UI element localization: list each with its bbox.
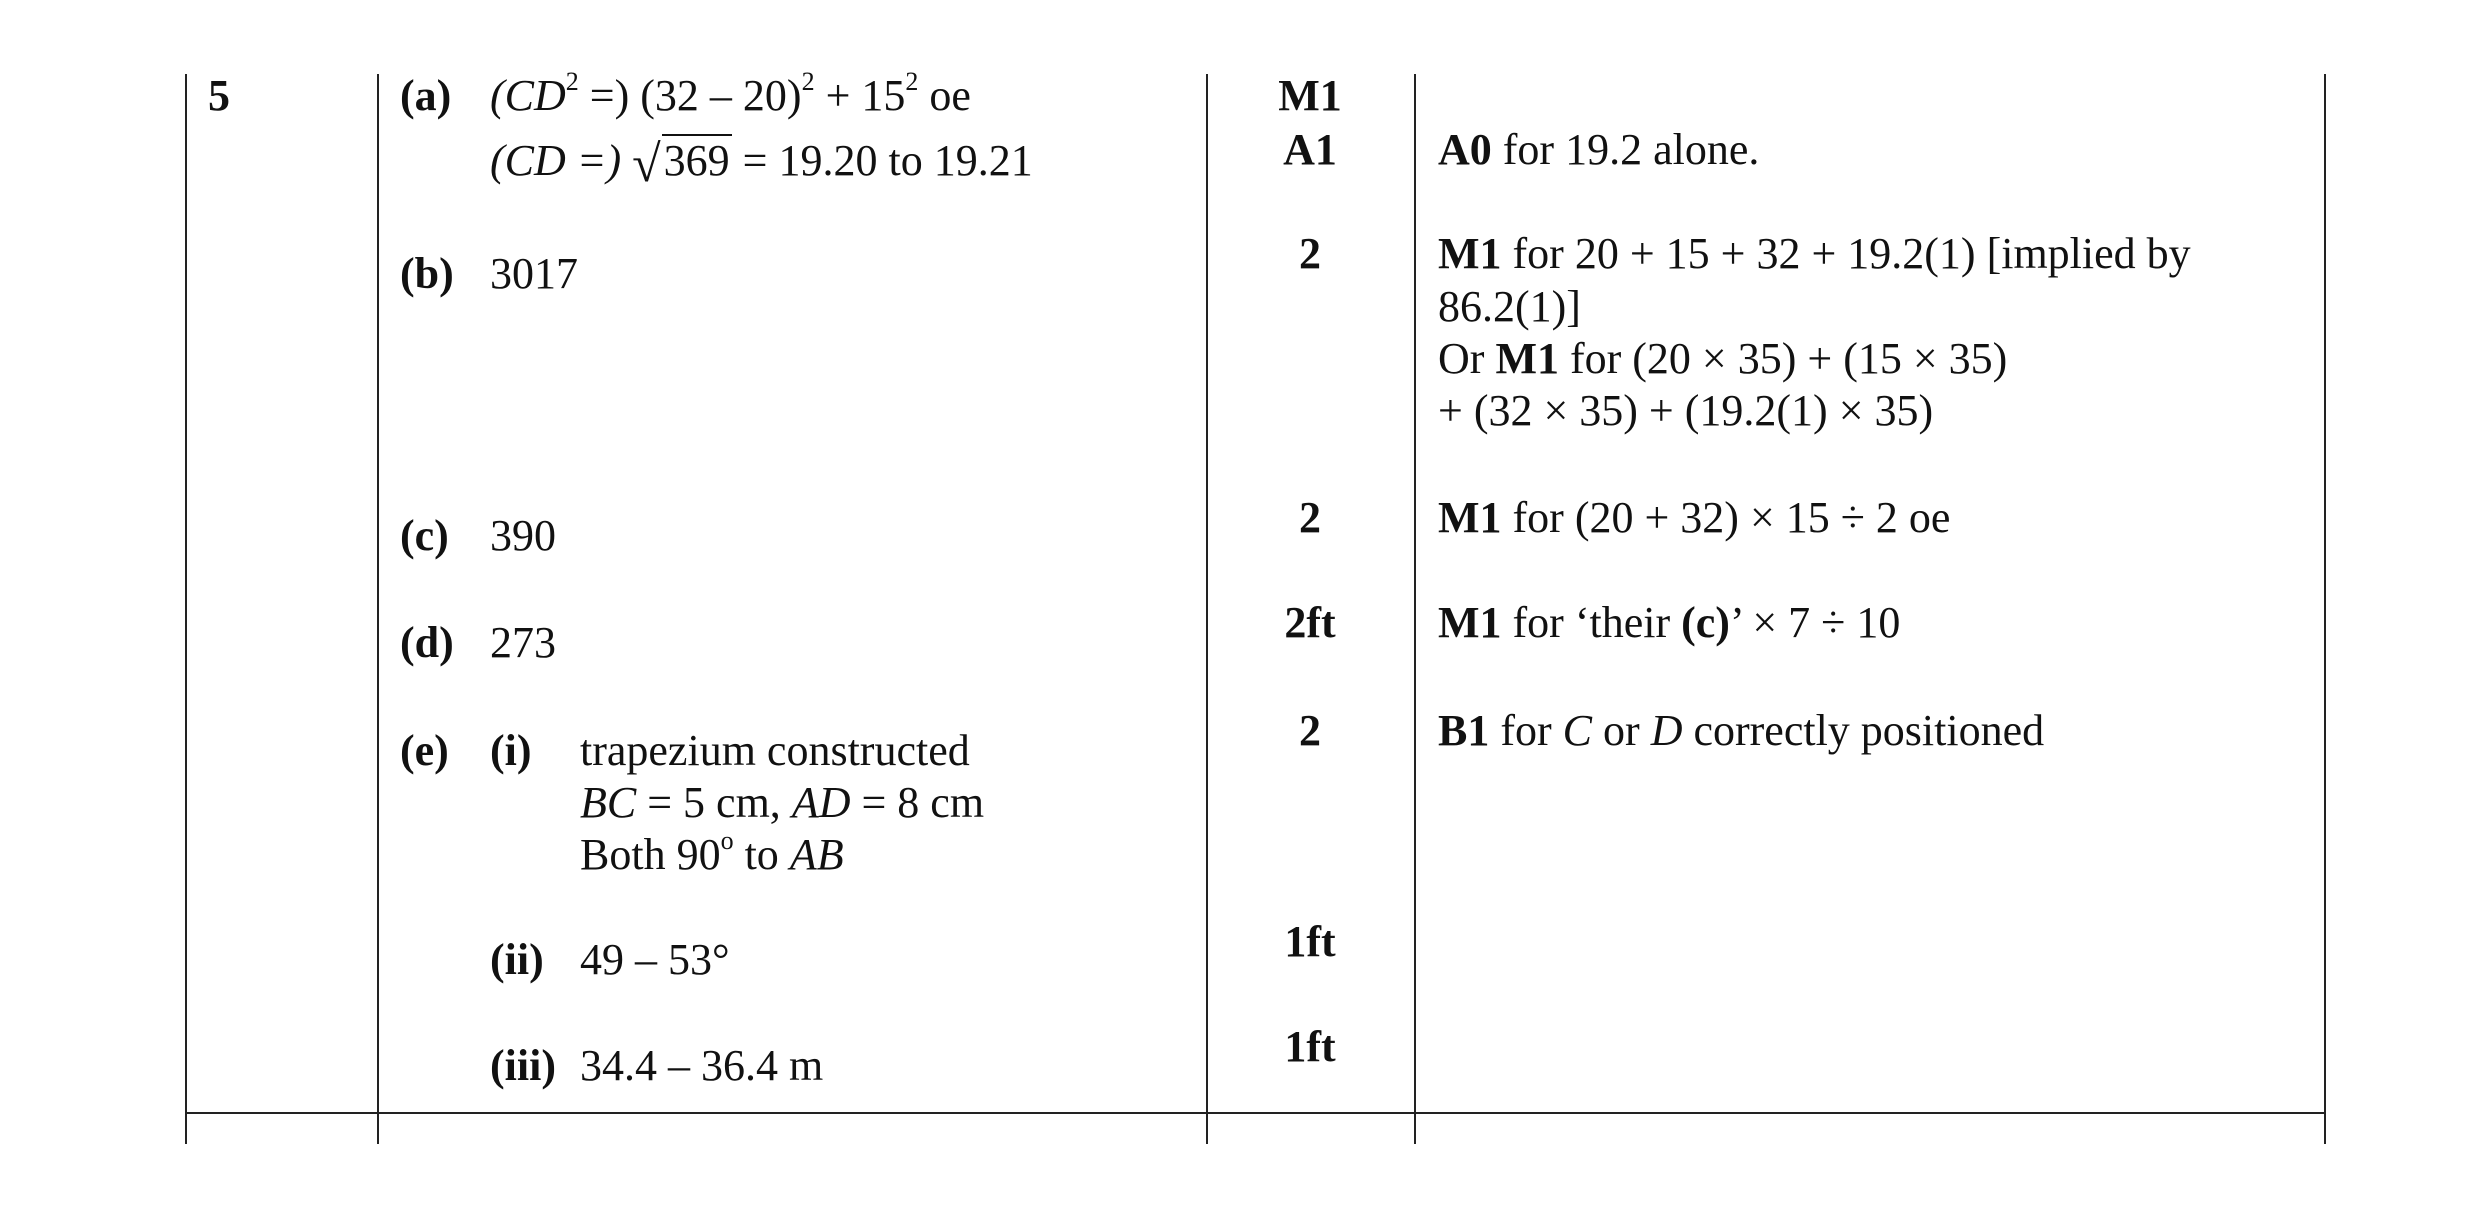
part-e-i-note: B1 for C or D correctly positioned bbox=[1438, 706, 2045, 755]
part-c-note: M1 for (20 + 32) × 15 ÷ 2 oe bbox=[1438, 493, 1951, 542]
part-b-note-line4: + (32 × 35) + (19.2(1) × 35) bbox=[1438, 386, 1934, 435]
square-root-symbol: √369 bbox=[632, 136, 730, 193]
part-e-i-line3: Both 90$^o$ to AB bbox=[580, 826, 844, 879]
table-border-right bbox=[2324, 74, 2326, 1144]
part-a-mark-1: M1 bbox=[1278, 71, 1342, 120]
part-e-i-label: (i) bbox=[490, 726, 532, 775]
part-d-note: M1 for ‘their (c)’ × 7 ÷ 10 bbox=[1438, 598, 1901, 647]
part-b-mark: 2 bbox=[1299, 229, 1321, 278]
part-e-label: (e) bbox=[400, 726, 449, 775]
part-a-mark-2: A1 bbox=[1283, 125, 1337, 174]
part-b-note-line1: M1 for 20 + 15 + 32 + 19.2(1) [implied by bbox=[1438, 229, 2191, 278]
part-c-label: (c) bbox=[400, 511, 449, 560]
part-c-answer: 390 bbox=[490, 511, 556, 560]
part-e-ii-answer: 49 – 53° bbox=[580, 935, 730, 984]
part-a-note: A0 for 19.2 alone. bbox=[1438, 125, 1760, 174]
part-d-mark: 2ft bbox=[1284, 598, 1336, 647]
part-e-ii-label: (ii) bbox=[490, 935, 544, 984]
part-e-i-line1: trapezium constructed bbox=[580, 726, 970, 775]
part-e-iii-mark: 1ft bbox=[1284, 1022, 1336, 1071]
part-e-i-mark: 2 bbox=[1299, 706, 1321, 755]
part-e-i-line2: BC = 5 cm, AD = 8 cm bbox=[580, 778, 985, 827]
part-b-label: (b) bbox=[400, 249, 454, 298]
part-d-label: (d) bbox=[400, 618, 454, 667]
part-c-mark: 2 bbox=[1299, 493, 1321, 542]
part-d-answer: 273 bbox=[490, 618, 556, 667]
part-a-line1: ($CD^2$ =) $(32 - 20)^2 + 15^2$ oe bbox=[490, 67, 971, 120]
table-border-left bbox=[185, 74, 187, 1144]
part-e-iii-answer: 34.4 – 36.4 m bbox=[580, 1041, 824, 1090]
column-divider-1 bbox=[377, 74, 379, 1144]
part-e-iii-label: (iii) bbox=[490, 1041, 556, 1090]
part-b-note-line2: 86.2(1)] bbox=[1438, 282, 1581, 331]
row-divider bbox=[185, 1112, 2326, 1114]
part-b-answer: 3017 bbox=[490, 249, 578, 298]
question-number: 5 bbox=[208, 71, 230, 120]
part-a-label: (a) bbox=[400, 71, 452, 120]
part-a-line2: (CD =) √369 = 19.20 to 19.21 bbox=[490, 136, 1033, 193]
part-e-ii-mark: 1ft bbox=[1284, 917, 1336, 966]
part-b-note-line3: Or M1 for (20 × 35) + (15 × 35) bbox=[1438, 334, 2008, 383]
